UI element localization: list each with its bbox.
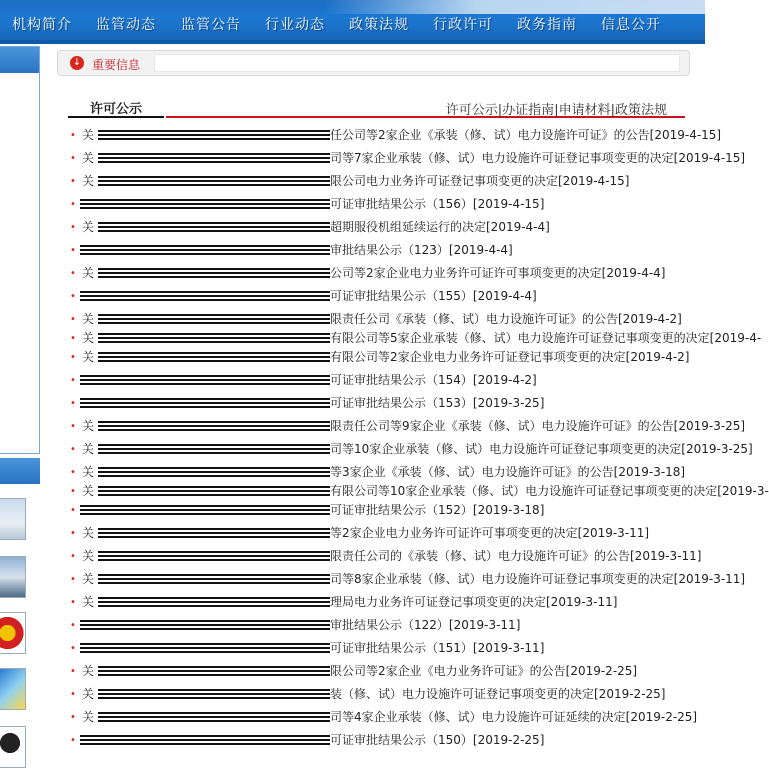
important-info-label: 重要信息 (92, 58, 141, 72)
list-item[interactable] (68, 729, 688, 752)
notice-link[interactable]: 可证审批结果公示（152）[2019-3-18] (330, 503, 545, 517)
notice-link[interactable]: 审批结果公示（123）[2019-4-4] (330, 243, 513, 257)
notice-link[interactable]: 可证审批结果公示（150）[2019-2-25] (330, 733, 545, 747)
list-item[interactable] (68, 438, 753, 461)
bullet-icon: • (70, 643, 76, 654)
notice-link[interactable]: 司等7家企业承装（修、试）电力设施许可证登记事项变更的决定[2019-4-15] (330, 151, 746, 165)
notice-link[interactable]: 司等10家企业承装（修、试）电力设施许可证登记事项变更的决定[2019-3-25] (330, 442, 753, 456)
sidebar-panel-header-2 (0, 458, 40, 484)
redaction-bar (98, 352, 330, 363)
item-prefix: 关 (82, 350, 95, 364)
notice-link[interactable]: 限责任公司的《承装（修、试）电力设施许可证》的公告[2019-3-11] (330, 549, 702, 563)
list-item[interactable] (68, 591, 688, 614)
list-item[interactable] (68, 568, 746, 591)
list-item[interactable] (68, 706, 698, 729)
section-links: 许可公示|办证指南|申请材料|政策法规 (445, 103, 667, 118)
nav-bottom-border (0, 40, 705, 44)
redaction-bar (98, 551, 330, 562)
link-license-notices[interactable]: 许可公示 (445, 103, 498, 118)
list-item[interactable] (68, 683, 688, 706)
notice-link[interactable]: 等2家企业电力业务许可证许可事项变更的决定[2019-3-11] (330, 526, 650, 540)
list-item[interactable] (68, 331, 762, 346)
list-item[interactable] (68, 239, 688, 262)
list-item[interactable] (68, 170, 688, 193)
link-application-guide[interactable]: 办证指南 (502, 103, 555, 118)
notice-link[interactable]: 装（修、试）电力设施许可证登记事项变更的决定[2019-2-25] (330, 687, 666, 701)
bullet-icon: • (70, 444, 76, 455)
notice-link[interactable]: 司等8家企业承装（修、试）电力设施许可证登记事项变更的决定[2019-3-11] (330, 572, 746, 586)
notice-link[interactable]: 可证审批结果公示（151）[2019-3-11] (330, 641, 545, 655)
bullet-icon: • (70, 505, 76, 516)
list-item[interactable] (68, 285, 688, 308)
list-item[interactable] (68, 461, 688, 484)
nav-item-about[interactable]: 机构简介 (12, 17, 72, 33)
list-item[interactable] (68, 124, 722, 147)
bullet-icon: • (70, 528, 76, 539)
bullet-icon: • (70, 597, 76, 608)
list-item[interactable] (68, 147, 746, 170)
notice-link[interactable]: 有限公司等5家企业承装（修、试）电力设施许可证登记事项变更的决定[2019-4- (330, 331, 762, 345)
nav-item-policies[interactable]: 政策法规 (349, 17, 409, 33)
item-prefix: 关 (82, 442, 95, 456)
redaction-bar (98, 333, 330, 344)
redaction-bar (98, 689, 330, 700)
nav-item-regulatory-notices[interactable]: 监管公告 (181, 17, 241, 33)
notice-link[interactable]: 等3家企业《承装（修、试）电力设施许可证》的公告[2019-3-18] (330, 465, 686, 479)
redaction-bar (80, 620, 330, 631)
list-item[interactable] (68, 637, 688, 660)
bullet-icon: • (70, 551, 76, 562)
notice-link[interactable]: 理局电力业务许可证登记事项变更的决定[2019-3-11] (330, 595, 618, 609)
nav-item-industry-news[interactable]: 行业动态 (265, 17, 325, 33)
bullet-icon: • (70, 268, 76, 279)
link-policies[interactable]: 政策法规 (614, 103, 667, 118)
notice-link[interactable]: 司等4家企业承装（修、试）电力设施许可证延续的决定[2019-2-25] (330, 710, 698, 724)
bullet-icon: • (70, 153, 76, 164)
bullet-icon: • (70, 199, 76, 210)
redaction-bar (80, 643, 330, 654)
item-prefix: 关 (82, 220, 95, 234)
redaction-bar (80, 735, 330, 746)
nav-item-gov-guide[interactable]: 政务指南 (517, 17, 577, 33)
list-item[interactable] (68, 392, 688, 415)
bullet-icon: • (70, 245, 76, 256)
notice-link[interactable]: 任公司等2家企业《承装（修、试）电力设施许可证》的公告[2019-4-15] (330, 128, 722, 142)
redaction-bar (98, 130, 330, 141)
redaction-bar (98, 666, 330, 677)
list-item[interactable] (68, 614, 688, 637)
link-application-materials[interactable]: 申请材料 (558, 103, 611, 118)
item-prefix: 关 (82, 465, 95, 479)
sidebar-thumbnail-badge[interactable] (0, 726, 26, 768)
notice-link[interactable]: 可证审批结果公示（155）[2019-4-4] (330, 289, 537, 303)
nav-item-disclosure[interactable]: 信息公开 (601, 17, 661, 33)
redaction-bar (98, 467, 330, 478)
list-item[interactable] (68, 545, 702, 568)
redaction-bar (98, 574, 330, 585)
item-prefix: 关 (82, 572, 95, 586)
item-prefix: 关 (82, 710, 95, 724)
bullet-icon: • (70, 486, 76, 497)
bullet-icon: • (70, 421, 76, 432)
list-item[interactable] (68, 193, 688, 216)
redaction-bar (80, 291, 330, 302)
bullet-icon: • (70, 735, 76, 746)
sidebar-panel-header (0, 47, 39, 73)
item-prefix: 关 (82, 312, 95, 326)
list-item[interactable] (68, 660, 688, 683)
redaction-bar (80, 245, 330, 256)
list-item[interactable] (68, 346, 688, 369)
notice-link[interactable]: 审批结果公示（122）[2019-3-11] (330, 618, 521, 632)
bullet-icon: • (70, 398, 76, 409)
list-item[interactable] (68, 262, 688, 285)
notice-link[interactable]: 限公司电力业务许可证登记事项变更的决定[2019-4-15] (330, 174, 630, 188)
redaction-bar (80, 505, 330, 516)
notice-link[interactable]: 超期服役机组延续运行的决定[2019-4-4] (330, 220, 550, 234)
redaction-bar (98, 268, 330, 279)
list-item[interactable] (68, 216, 688, 239)
sidebar-thumbnail-emblem[interactable] (0, 612, 26, 654)
item-prefix: 关 (82, 595, 95, 609)
list-item[interactable] (68, 499, 688, 522)
tab-license-notices[interactable]: 许可公示 (68, 98, 164, 118)
redaction-bar (98, 528, 330, 539)
redaction-bar (98, 153, 330, 164)
sidebar-panel (0, 46, 40, 454)
bullet-icon: • (70, 689, 76, 700)
notice-link[interactable]: 可证审批结果公示（156）[2019-4-15] (330, 197, 545, 211)
bullet-icon: • (70, 712, 76, 723)
redaction-bar (98, 314, 330, 325)
notice-link[interactable]: 有限公司等10家企业承装（修、试）电力设施许可证登记事项变更的决定[2019-3- (330, 484, 769, 498)
notice-link[interactable]: 可证审批结果公示（154）[2019-4-2] (330, 373, 537, 387)
notice-link[interactable]: 公司等2家企业电力业务许可证许可事项变更的决定[2019-4-4] (330, 266, 666, 280)
redaction-bar (80, 199, 330, 210)
item-prefix: 关 (82, 128, 95, 142)
top-nav-bar (0, 0, 705, 44)
notice-link[interactable]: 可证审批结果公示（153）[2019-3-25] (330, 396, 545, 410)
item-prefix: 关 (82, 549, 95, 563)
item-prefix: 关 (82, 174, 95, 188)
important-info-bar (57, 50, 690, 76)
item-prefix: 关 (82, 419, 95, 433)
item-prefix: 关 (82, 151, 95, 165)
sidebar-thumbnail-power-lines[interactable] (0, 498, 26, 540)
banner-cloud-decoration (325, 0, 705, 14)
list-item[interactable] (68, 415, 746, 438)
list-item[interactable] (68, 484, 769, 499)
item-prefix: 关 (82, 687, 95, 701)
arrow-down-circle-icon: ↓ (70, 56, 84, 70)
redaction-bar (98, 444, 330, 455)
item-prefix: 关 (82, 526, 95, 540)
bullet-icon: • (70, 130, 76, 141)
notice-link[interactable]: 限责任公司等9家企业《承装（修、试）电力设施许可证》的公告[2019-3-25] (330, 419, 746, 433)
bullet-icon: • (70, 467, 76, 478)
bullet-icon: • (70, 222, 76, 233)
list-item[interactable] (68, 308, 688, 331)
notice-list (68, 124, 769, 752)
sidebar-thumbnail-substation[interactable] (0, 556, 26, 598)
bullet-icon: • (70, 666, 76, 677)
bullet-icon: • (70, 620, 76, 631)
sidebar-thumbnail-globe[interactable] (0, 668, 26, 710)
bullet-icon: • (70, 333, 76, 344)
redaction-bar (98, 486, 330, 497)
redaction-bar (98, 421, 330, 432)
bullet-icon: • (70, 574, 76, 585)
bullet-icon: • (70, 291, 76, 302)
item-prefix: 关 (82, 266, 95, 280)
bullet-icon: • (70, 352, 76, 363)
list-item[interactable] (68, 369, 688, 392)
redaction-bar (98, 222, 330, 233)
notice-link[interactable]: 限责任公司《承装（修、试）电力设施许可证》的公告[2019-4-2] (330, 312, 682, 326)
bullet-icon: • (70, 176, 76, 187)
redaction-bar (80, 375, 330, 386)
important-info-ticker[interactable] (154, 54, 680, 72)
redaction-bar (98, 712, 330, 723)
item-prefix: 关 (82, 664, 95, 678)
nav-item-regulatory-news[interactable]: 监管动态 (96, 17, 156, 33)
redaction-bar (98, 597, 330, 608)
redaction-bar (80, 398, 330, 409)
notice-link[interactable]: 限公司等2家企业《电力业务许可证》的公告[2019-2-25] (330, 664, 638, 678)
item-prefix: 关 (82, 331, 95, 345)
redaction-bar (98, 176, 330, 187)
list-item[interactable] (68, 522, 688, 545)
notice-link[interactable]: 有限公司等2家企业电力业务许可证登记事项变更的决定[2019-4-2] (330, 350, 690, 364)
item-prefix: 关 (82, 484, 95, 498)
bullet-icon: • (70, 314, 76, 325)
bullet-icon: • (70, 375, 76, 386)
nav-item-licensing[interactable]: 行政许可 (433, 17, 493, 33)
